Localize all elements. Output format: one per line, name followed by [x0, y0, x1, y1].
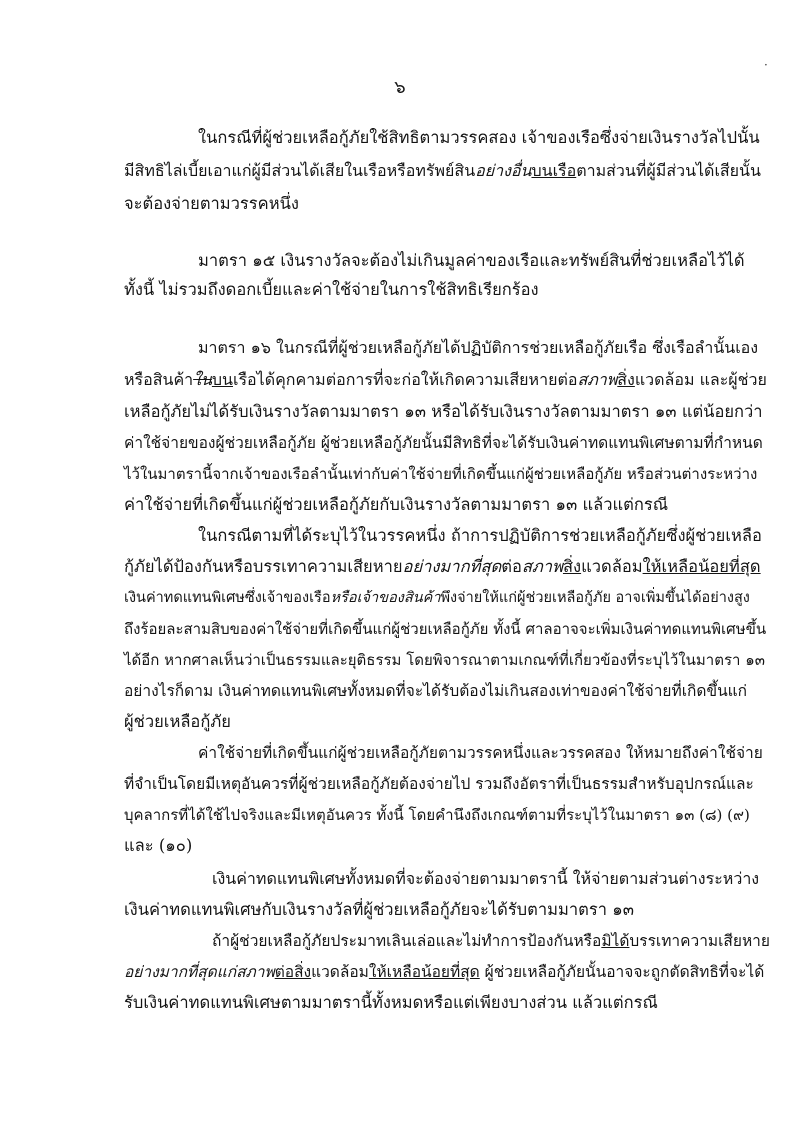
section-16-p2-line-6: อย่างไรก็ดาม เงินค่าทดแทนพิเศษทั้งหมดที่จะได้รับต้องไม่เกินสองเท่าของค่าใช้จ่ายที่เกิดขึ้นแก่: [124, 682, 748, 700]
text-run: เงินค่าทดแทนพิเศษซึ่งเจ้าของเรือ: [124, 590, 331, 606]
underlined-text: ให้เหลือน้อยที่สุด: [642, 557, 761, 576]
text-run: ถ้าผู้ช่วยเหลือกู้ภัยประมาทเลินเล่อและไม่ทำการป้องกันหรือ: [212, 932, 602, 950]
text-run: บรรเทาความเสียหาย: [629, 932, 770, 950]
section-16-p3-line-3: บุคลากรที่ได้ใช้ไปจริงและมีเหตุอันควร ทั้งนี้ โดยคำนึงถึงเกณฑ์ตามที่ระบุไว้ในมาตรา ๑๓ (๘) (๙): [124, 806, 750, 824]
text-run: พึงจ่ายให้แก่ผู้ช่วยเหลือกู้ภัย อาจเพิ่มขึ้นได้อย่างสูง: [440, 590, 750, 606]
section-15-line-1: มาตรา ๑๕ เงินรางวัลจะต้องไม่เกินมูลค่าของเรือและทรัพย์สินที่ช่วยเหลือไว้ได้: [198, 251, 745, 270]
handwritten-insert: สภาพ: [521, 557, 563, 576]
paragraph-1-line-1: ในกรณีที่ผู้ช่วยเหลือกู้ภัยใช้สิทธิตามวรรคสอง เจ้าของเรือซึ่งจ่ายเงินรางวัลไปนั้น: [198, 128, 760, 147]
section-16-p5-line-3: รับเงินค่าทดแทนพิเศษตามมาตรานี้ทั้งหมดหรือแต่เพียงบางส่วน แล้วแต่กรณี: [124, 993, 658, 1012]
section-16-p4-line-1: เงินค่าทดแทนพิเศษทั้งหมดที่จะต้องจ่ายตามมาตรานี้ ให้จ่ายตามส่วนต่างระหว่าง: [212, 869, 760, 888]
section-16-p3-line-4: และ (๑๐): [124, 836, 193, 855]
underlined-text: บน: [211, 370, 233, 389]
underlined-text: สิ่ง: [562, 557, 582, 576]
underlined-text: มิได้: [601, 932, 630, 950]
text-run: เรือได้คุกคามต่อการที่จะก่อให้เกิดความเสียหายต่อ: [232, 370, 578, 389]
section-16-p1-line-2: [124, 368, 767, 392]
handwritten-insert: อย่างอื่น: [475, 161, 532, 180]
text-run: หรือสินค้า: [124, 370, 194, 389]
section-16-p5-line-1: [212, 929, 770, 953]
section-16-p2-line-7: ผู้ช่วยเหลือกู้ภัย: [124, 712, 231, 731]
struck-text: ใน: [193, 370, 212, 389]
text-run: แวดล้อม: [311, 963, 369, 981]
page-number: ๖: [394, 77, 406, 98]
section-16-p1-line-5: ไว้ในมาตรานี้จากเจ้าของเรือลำนั้นเท่ากับค่าใช้จ่ายที่เกิดขึ้นแก่ผู้ช่วยเหลือกู้ภัย หรือส่วนต่างระหว่าง: [124, 465, 758, 483]
text-run: ตามส่วนที่ผู้มีส่วนได้เสียนั้น: [576, 161, 761, 180]
section-16-p2-line-3: [124, 586, 750, 610]
handwritten-insert: อย่างมากที่สุดแก่สภาพ: [124, 963, 275, 981]
section-16-p1-line-6: ค่าใช้จ่ายที่เกิดขึ้นแก่ผู้ช่วยเหลือกู้ภัยกับเงินรางวัลตามมาตรา ๑๓ แล้วแต่กรณี: [124, 495, 669, 514]
section-16-p2-line-5: ได้อีก หากศาลเห็นว่าเป็นธรรมและยุติธรรม โดยพิจารณาตามเกณฑ์ที่เกี่ยวข้องที่ระบุไว้ในมาตรา ๑๓: [124, 651, 765, 669]
section-16-p1-line-4: ค่าใช้จ่ายของผู้ช่วยเหลือกู้ภัย ผู้ช่วยเหลือกู้ภัยนั้นมีสิทธิที่จะได้รับเงินค่าทดแทนพิเศษตามที่กำหนด: [124, 434, 763, 452]
section-16-p3-line-2: ที่จำเป็นโดยมีเหตุอันควรที่ผู้ช่วยเหลือกู้ภัยต้องจ่ายไป รวมถึงอัตราที่เป็นธรรมสำหรับอุปกรณ์และ: [124, 775, 754, 793]
text-run: ผู้ช่วยเหลือกู้ภัยนั้นอาจจะถูกตัดสิทธิที่จะได้: [479, 963, 765, 981]
section-16-p3-line-1: ค่าใช้จ่ายที่เกิดขึ้นแก่ผู้ช่วยเหลือกู้ภัยตามวรรคหนึ่งและวรรคสอง ให้หมายถึงค่าใช้จ่าย: [198, 744, 763, 762]
paragraph-1-line-3: จะต้องจ่ายตามวรรคหนึ่ง: [124, 194, 299, 213]
text-run: ต่อ: [501, 557, 522, 576]
section-16-p2-line-1: ในกรณีตามที่ได้ระบุไว้ในวรรคหนึ่ง ถ้าการปฏิบัติการช่วยเหลือกู้ภัยซึ่งผู้ช่วยเหลือ: [198, 526, 762, 545]
paragraph-1-line-2: [124, 159, 761, 183]
handwritten-insert: อย่างมากที่สุด: [402, 557, 502, 576]
scan-mark: ·: [764, 58, 768, 72]
text-run: แวดล้อม: [581, 557, 643, 576]
text-run: มีสิทธิไล่เบี้ยเอาแก่ผู้มีส่วนได้เสียในเรือหรือทรัพย์สิน: [124, 161, 476, 180]
section-16-p1-line-3: เหลือกู้ภัยไม่ได้รับเงินรางวัลตามมาตรา ๑๓ หรือได้รับเงินรางวัลตามมาตรา ๑๓ แต่น้อยกว่า: [124, 402, 763, 421]
underlined-text: สิ่ง: [617, 370, 635, 389]
underlined-text: ให้เหลือน้อยที่สุด: [368, 963, 480, 981]
text-run: แวดล้อม และผู้ช่วย: [634, 370, 767, 389]
section-16-p1-line-1: มาตรา ๑๖ ในกรณีที่ผู้ช่วยเหลือกู้ภัยได้ปฏิบัติการช่วยเหลือกู้ภัยเรือ ซึ่งเรือลำนั้นเอง: [198, 338, 759, 357]
section-16-p2-line-2: [124, 555, 761, 579]
text-run: กู้ภัยได้ป้องกันหรือบรรเทาความเสียหาย: [124, 557, 403, 576]
underlined-text: บนเรือ: [531, 161, 577, 180]
handwritten-insert: หรือเจ้าของสินค้า: [330, 590, 441, 606]
handwritten-insert: สภาพ: [577, 370, 618, 389]
underlined-text: ต่อสิ่ง: [274, 963, 312, 981]
section-16-p5-line-2: [124, 960, 764, 984]
section-16-p2-line-4: ถึงร้อยละสามสิบของค่าใช้จ่ายที่เกิดขึ้นแก่ผู้ช่วยเหลือกู้ภัย ทั้งนี้ ศาลอาจจะเพิ่มเงินค่าทดแทนพิเศษขึ้น: [124, 620, 767, 638]
section-15-line-2: ทั้งนี้ ไม่รวมถึงดอกเบี้ยและค่าใช้จ่ายในการใช้สิทธิเรียกร้อง: [124, 280, 539, 299]
section-16-p4-line-2: เงินค่าทดแทนพิเศษกับเงินรางวัลที่ผู้ช่วยเหลือกู้ภัยจะได้รับตามมาตรา ๑๓: [124, 900, 634, 919]
